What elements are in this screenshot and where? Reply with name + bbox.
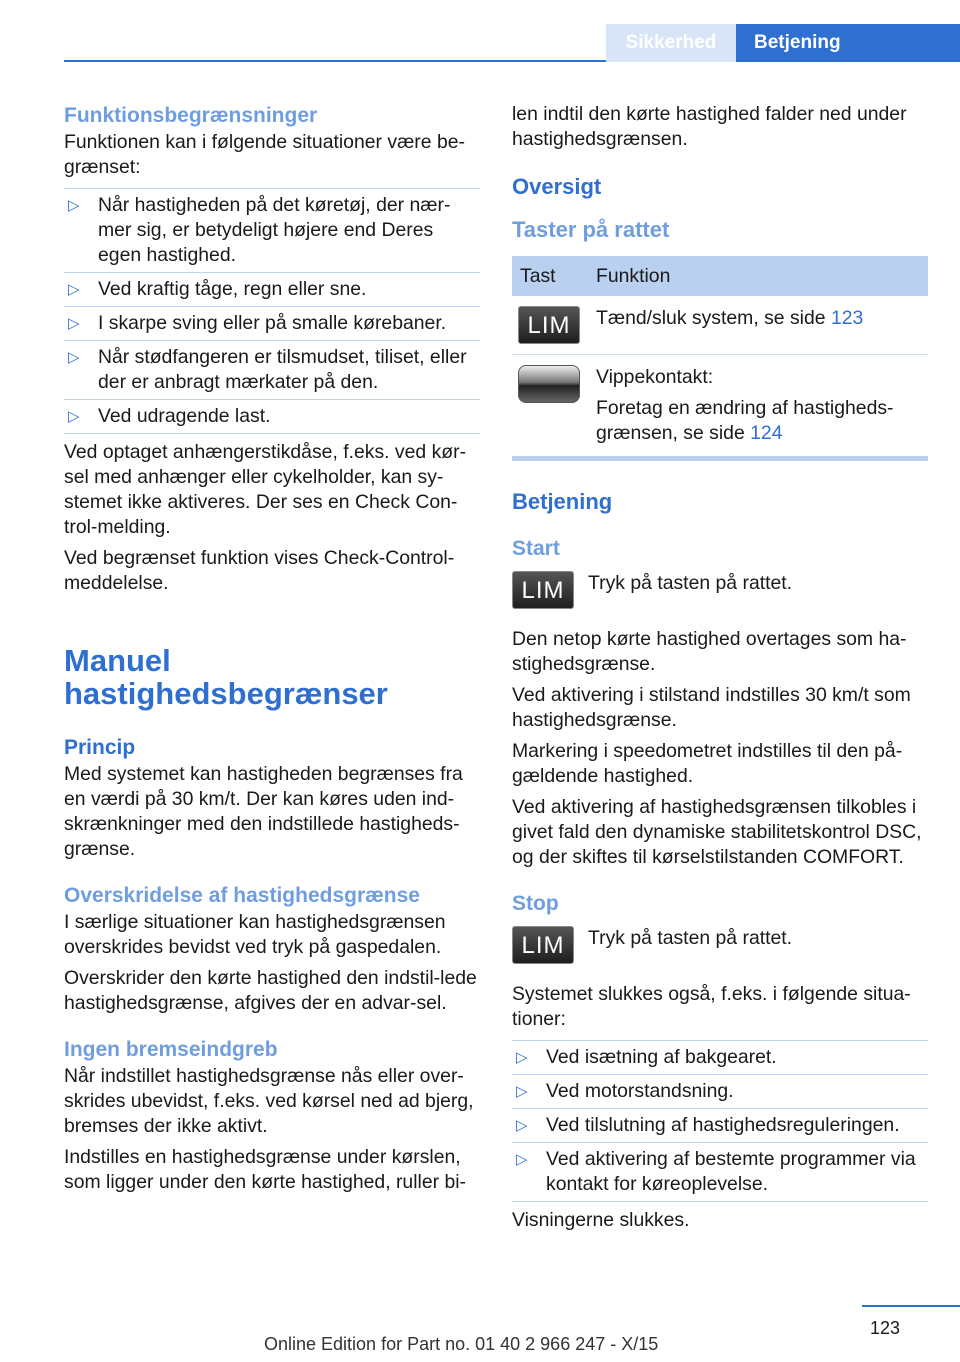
keys-table	[512, 256, 928, 461]
page-link-124[interactable]: 124	[750, 422, 783, 444]
triangle-bullet-icon: ▷	[68, 315, 80, 332]
list-item: ▷ Ved motorstandsning.	[512, 1075, 928, 1109]
list-item: ▷ Ved aktivering af bestemte programmer via kontakt for køreoplevelse.	[512, 1143, 928, 1202]
triangle-bullet-icon: ▷	[68, 349, 80, 366]
stop-list	[512, 1040, 928, 1202]
page-link-123[interactable]: 123	[830, 307, 864, 329]
lim-button-icon: LIM	[518, 306, 580, 344]
triangle-bullet-icon: ▷	[68, 408, 80, 425]
list-item: ▷ Ved tilslutning af hastighedsreguleringen.	[512, 1109, 928, 1143]
tab-betjening[interactable]: Betjening	[736, 24, 960, 62]
page-number: 123	[869, 1318, 900, 1338]
heading-start: Start	[512, 537, 560, 560]
continued-paragraph: len indtil den kørte hastighed falder ned under hastighedsgrænsen.	[512, 103, 907, 150]
trailer-paragraph: Ved optaget anhængerstikdåse, f.eks. ved kør‐sel med anhænger eller cykelholder, kan sy‐stemet ikke aktiveres. Der ses en Check Con‐trol-melding.	[64, 441, 467, 538]
left-column	[64, 102, 480, 1201]
table-row: LIM Tænd/sluk system, se side 123	[512, 296, 928, 355]
stop-instruction: LIM Tryk på tasten på rattet.	[512, 926, 928, 968]
start-paragraph-4: Ved aktivering af hastighedsgrænsen tilkobles i givet fald den dynamiske stabilitetskontrol DSC, og der skiftes til kørselstilstanden COMFORT.	[512, 796, 922, 868]
heading-overskridelse: Overskridelse af hastighedsgrænse	[64, 884, 420, 907]
chapter-title: Manuel hastighedsbegrænser	[64, 643, 388, 711]
over-paragraph-1: I særlige situationer kan hastighedsgrænsen overskrides bevidst ved tryk på gaspedalen.	[64, 911, 446, 958]
list-item: ▷ Ved kraftig tåge, regn eller sne.	[64, 273, 480, 307]
triangle-bullet-icon: ▷	[516, 1117, 528, 1134]
start-paragraph-2: Ved aktivering i stilstand indstilles 30 km/t som hastighedsgrænse.	[512, 684, 911, 731]
lim-button-icon: LIM	[512, 571, 574, 609]
over-paragraph-2: Overskrider den kørte hastighed den indstil‐lede hastighedsgrænse, afgives der en advar‐sel.	[64, 967, 477, 1014]
edition-footer: Online Edition for Part no. 01 40 2 966 247 - X/15	[264, 1334, 659, 1354]
heading-princip: Princip	[64, 736, 136, 759]
triangle-bullet-icon: ▷	[68, 197, 80, 214]
limitations-list	[64, 188, 480, 434]
list-item: ▷ I skarpe sving eller på smalle kørebaner.	[64, 307, 480, 341]
heading-oversigt: Oversigt	[512, 174, 602, 199]
column-header-tast: Tast	[512, 256, 596, 296]
triangle-bullet-icon: ▷	[516, 1049, 528, 1066]
end-paragraph: Visningerne slukkes.	[512, 1209, 690, 1231]
heading-ingen-bremseindgreb: Ingen bremseindgreb	[64, 1038, 278, 1061]
func-intro: Funktionen kan i følgende situationer være be‐grænset:	[64, 131, 465, 178]
start-paragraph-3: Markering i speedometret indstilles til den på‐gældende hastighed.	[512, 740, 903, 787]
stop-paragraph: Systemet slukkes også, f.eks. i følgende situa‐tioner:	[512, 983, 911, 1030]
brake-paragraph-2: Indstilles en hastighedsgrænse under kørslen, som ligger under den kørte hastighed, ruller bi‐	[64, 1146, 467, 1193]
triangle-bullet-icon: ▷	[68, 281, 80, 298]
triangle-bullet-icon: ▷	[516, 1083, 528, 1100]
list-item: ▷ Ved isætning af bakgearet.	[512, 1041, 928, 1075]
heading-taster: Taster på rattet	[512, 217, 670, 242]
princip-paragraph: Med systemet kan hastigheden begrænses fra en værdi på 30 km/t. Der kan køres uden ind‐skrænkninger med den indstillede hastigheds‐grænse.	[64, 763, 463, 860]
column-header-funktion: Funktion	[596, 256, 928, 296]
lim-button-icon: LIM	[512, 926, 574, 964]
tab-sikkerhed[interactable]: Sikkerhed	[606, 24, 736, 62]
heading-betjening: Betjening	[512, 489, 613, 514]
right-column	[512, 102, 928, 1239]
table-row: Vippekontakt: Foretag en ændring af hastigheds‐grænsen, se side 124	[512, 355, 928, 459]
check-control-paragraph: Ved begrænset funktion vises Check-Control-meddelelse.	[64, 547, 455, 594]
rocker-switch-icon	[518, 365, 580, 403]
triangle-bullet-icon: ▷	[516, 1151, 528, 1168]
list-item: ▷ Ved udragende last.	[64, 400, 480, 434]
heading-stop: Stop	[512, 892, 559, 915]
start-paragraph-1: Den netop kørte hastighed overtages som ha‐stighedsgrænse.	[512, 628, 907, 675]
list-item: ▷ Når stødfangeren er tilsmudset, tiliset, eller der er anbragt mærkater på den.	[64, 341, 480, 400]
table-header-row	[512, 256, 928, 296]
brake-paragraph-1: Når indstillet hastighedsgrænse nås eller over‐skrides ubevidst, f.eks. ved kørsel ned ad bjerg, bremses der ikke aktivt.	[64, 1065, 474, 1137]
start-instruction: LIM Tryk på tasten på rattet.	[512, 571, 928, 613]
footer-rule	[862, 1305, 960, 1307]
heading-funktionsbegraensninger: Funktionsbegrænsninger	[64, 104, 318, 127]
list-item: ▷ Når hastigheden på det køretøj, der nær‐mer sig, er betydeligt højere end Deres egen hastighed.	[64, 189, 480, 273]
